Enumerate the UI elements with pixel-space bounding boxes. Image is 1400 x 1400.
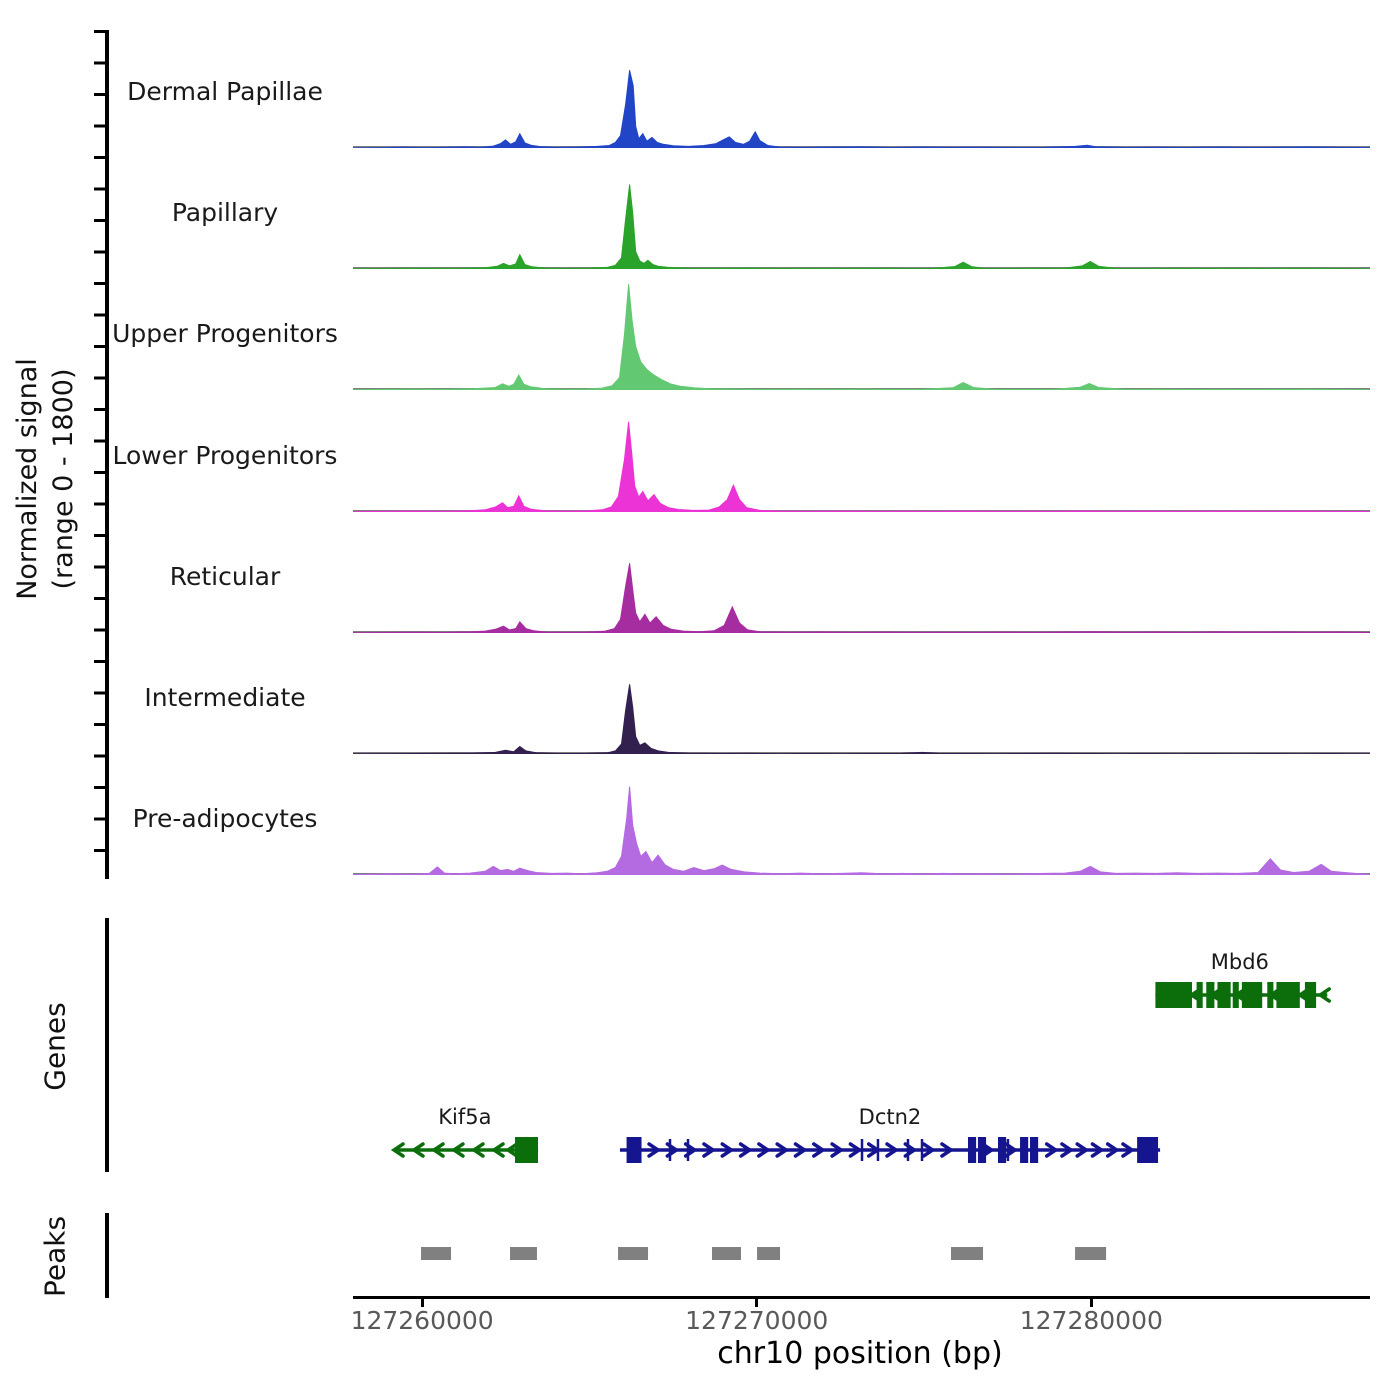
track-label-upper-progenitors: Upper Progenitors bbox=[112, 319, 338, 348]
x-tick-label: 127260000 bbox=[350, 1306, 494, 1335]
gene-label-mbd6: Mbd6 bbox=[1210, 950, 1269, 974]
peak-box bbox=[712, 1247, 741, 1260]
peak-box bbox=[1075, 1247, 1106, 1260]
track-signal-upper-progenitors bbox=[353, 278, 1370, 390]
x-tick-label: 127270000 bbox=[685, 1306, 829, 1335]
peak-box bbox=[951, 1247, 983, 1260]
gene-label-dctn2: Dctn2 bbox=[858, 1105, 922, 1129]
track-label-dermal-papillae: Dermal Papillae bbox=[127, 77, 323, 106]
x-tick-label: 127280000 bbox=[1019, 1306, 1163, 1335]
peaks-axis-line bbox=[105, 1213, 109, 1298]
track-signal-pre-adipocytes bbox=[353, 763, 1370, 875]
y-axis-label bbox=[10, 219, 86, 739]
track-signal-papillary bbox=[353, 157, 1370, 269]
track-label-lower-progenitors: Lower Progenitors bbox=[112, 441, 338, 470]
gene-label-kif5a: Kif5a bbox=[438, 1105, 492, 1129]
track-label-papillary: Papillary bbox=[171, 198, 279, 227]
track-signal-lower-progenitors bbox=[353, 400, 1370, 512]
track-label-reticular: Reticular bbox=[169, 562, 281, 591]
y-axis-label-line2: (range 0 - 1800) bbox=[48, 368, 79, 590]
track-label-intermediate: Intermediate bbox=[144, 683, 306, 712]
peaks-section-label: Peaks bbox=[38, 1215, 72, 1298]
gene-models bbox=[353, 918, 1370, 1188]
peak-box bbox=[510, 1247, 537, 1260]
track-signal-dermal-papillae bbox=[353, 36, 1370, 148]
y-axis-label-line1: Normalized signal bbox=[12, 358, 43, 600]
genes-axis-line bbox=[105, 918, 109, 1172]
track-signal-reticular bbox=[353, 521, 1370, 633]
peak-box bbox=[618, 1247, 648, 1260]
peak-box bbox=[757, 1247, 780, 1260]
peak-regions bbox=[353, 1213, 1370, 1303]
track-label-pre-adipocytes: Pre-adipocytes bbox=[132, 804, 318, 833]
genes-section-label: Genes bbox=[38, 1002, 72, 1091]
x-axis-title: chr10 position (bp) bbox=[717, 1336, 1003, 1371]
peak-box bbox=[421, 1247, 451, 1260]
track-signal-intermediate bbox=[353, 642, 1370, 754]
